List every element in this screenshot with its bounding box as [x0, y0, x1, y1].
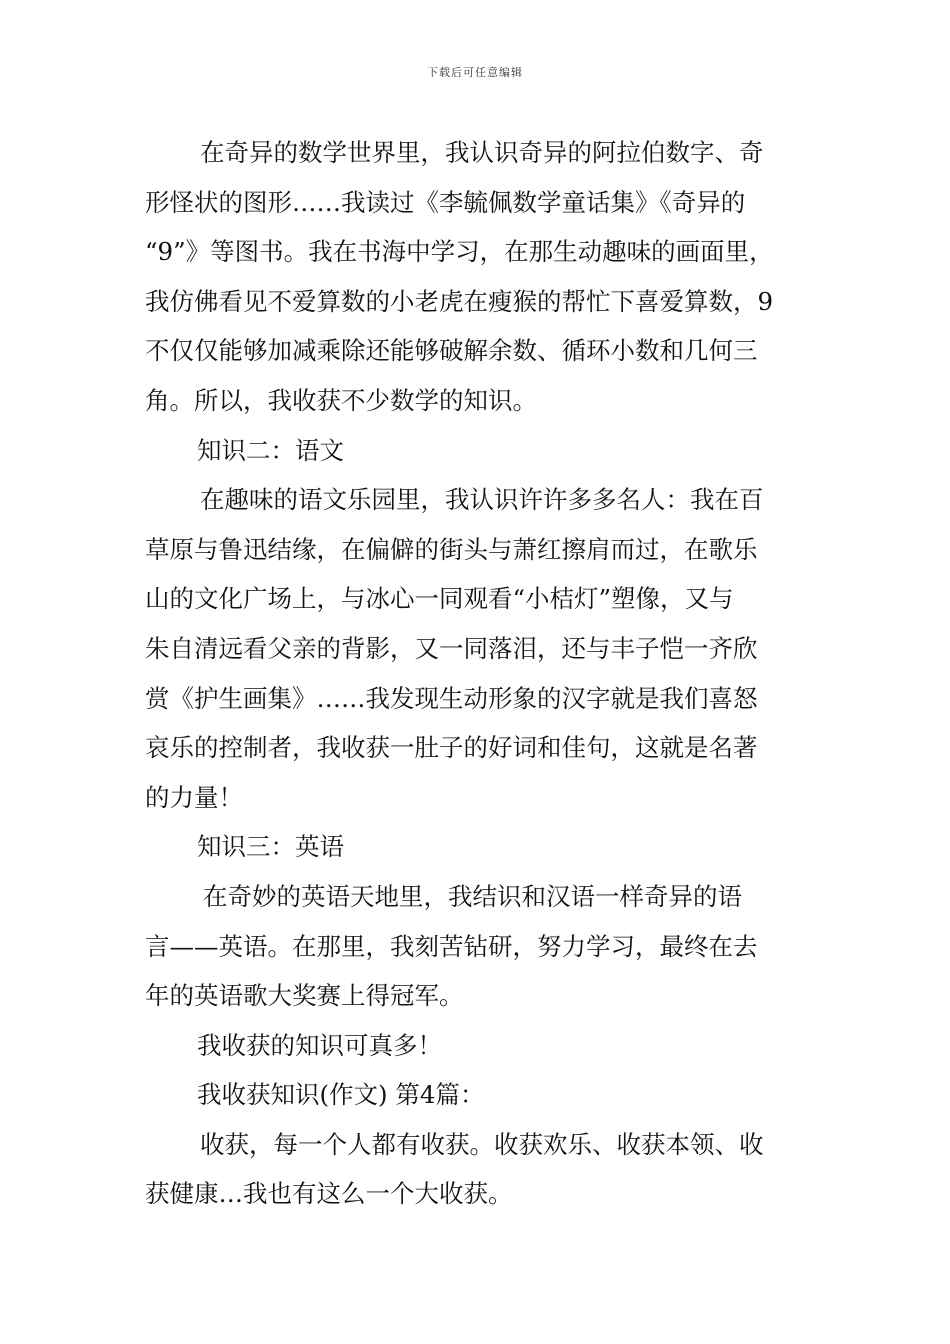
section-heading: 知识三：英语 — [197, 832, 344, 862]
paragraph-line: 哀乐的控制者，我收获一肚子的好词和佳句，这就是名著 — [145, 733, 758, 763]
page-header: 下载后可任意编辑 — [427, 66, 523, 79]
paragraph-line: 我收获的知识可真多！ — [197, 1030, 442, 1060]
paragraph-line: 在奇异的数学世界里，我认识奇异的阿拉伯数字、奇 — [200, 138, 764, 167]
paragraph-line: 收获，每一个人都有收获。收获欢乐、收获本领、收 — [200, 1129, 764, 1159]
paragraph-line: 在奇妙的英语天地里，我结识和汉语一样奇异的语 — [203, 881, 742, 911]
paragraph-line: 形怪状的图形……我读过《李毓佩数学童话集》《奇异的 — [145, 187, 746, 217]
paragraph-line: 角。所以，我收获不少数学的知识。 — [145, 385, 537, 415]
section-heading: 我收获知识(作文) 第4篇： — [197, 1080, 485, 1110]
paragraph-line: 言——英语。在那里，我刻苦钻研，努力学习，最终在去 — [145, 931, 758, 961]
paragraph-line: 的力量！ — [145, 782, 243, 812]
paragraph-line: “9”》等图书。我在书海中学习，在那生动趣味的画面里， — [145, 237, 774, 267]
paragraph-line: 获健康…我也有这么一个大收获。 — [145, 1179, 513, 1209]
paragraph-line: 不仅仅能够加减乘除还能够破解余数、循环小数和几何三 — [145, 336, 758, 366]
section-heading: 知识二：语文 — [197, 435, 344, 465]
document-body — [145, 128, 815, 1219]
paragraph-line: 我仿佛看见不爱算数的小老虎在瘦猴的帮忙下喜爱算数，9 — [145, 286, 774, 316]
paragraph-line: 草原与鲁迅结缘，在偏僻的街头与萧红擦肩而过，在歌乐 — [145, 534, 758, 564]
paragraph-line: 在趣味的语文乐园里，我认识许许多多名人：我在百 — [200, 485, 764, 515]
paragraph-line: 朱自清远看父亲的背影，又一同落泪，还与丰子恺一齐欣 — [145, 633, 758, 663]
paragraph-line: 赏《护生画集》……我发现生动形象的汉字就是我们喜怒 — [145, 683, 758, 713]
paragraph-line: 山的文化广场上，与冰心一同观看“小桔灯”塑像，又与 — [145, 584, 734, 614]
paragraph-line: 年的英语歌大奖赛上得冠军。 — [145, 981, 464, 1011]
